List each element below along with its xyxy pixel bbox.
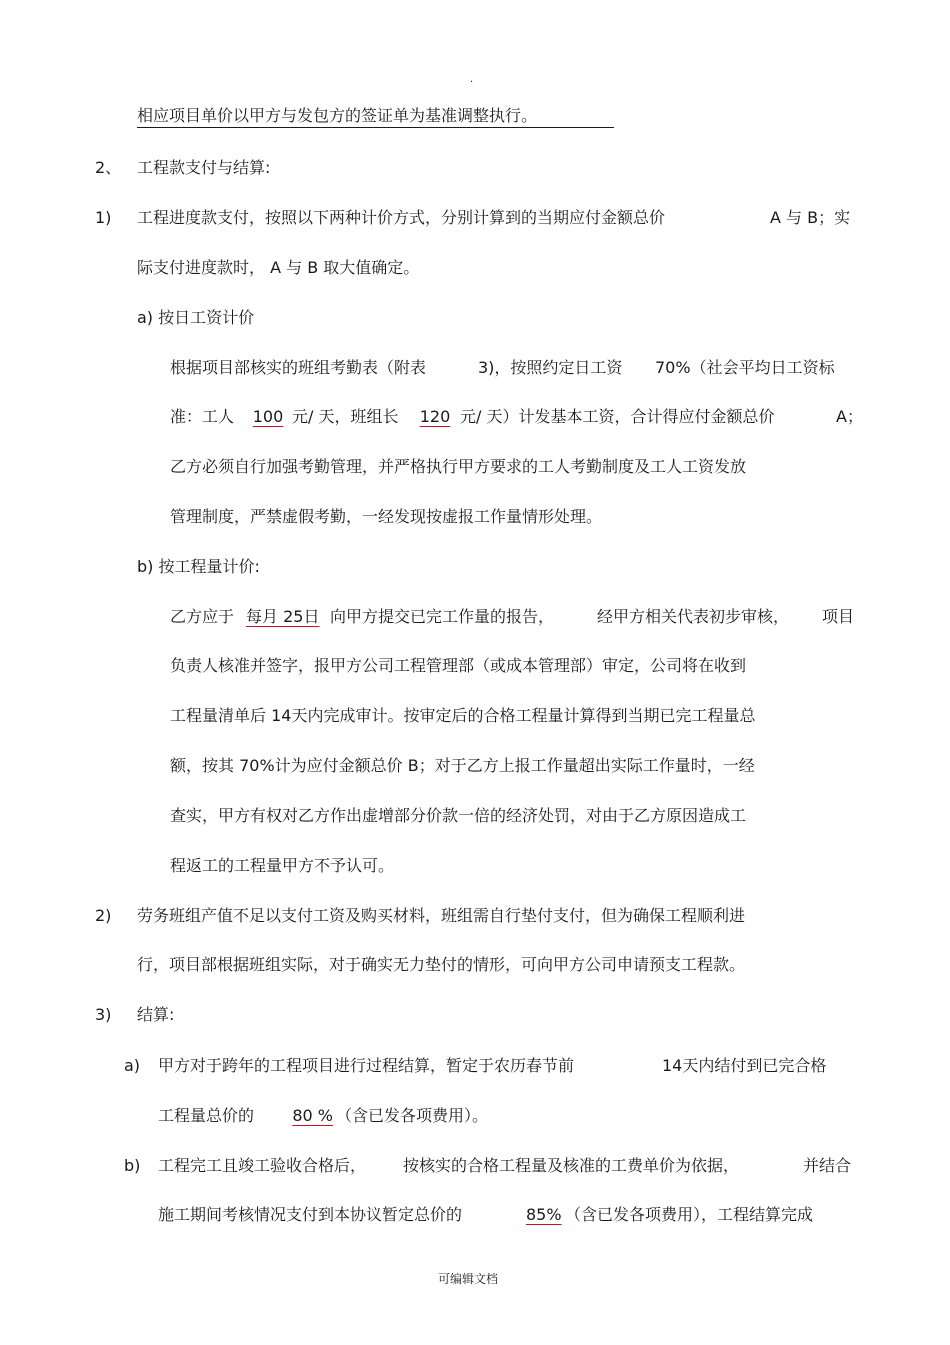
- section-heading: 工程款支付与结算:: [137, 158, 271, 177]
- paragraph-line: 70%（社会平均日工资标: [655, 358, 835, 377]
- paragraph-line: 负责人核准并签字，报甲方公司工程管理部（或成本管理部）审定，公司将在收到: [170, 656, 747, 675]
- paragraph-line: 3)，按照约定日工资: [478, 358, 623, 377]
- paragraph-line: 工程量总价的: [158, 1106, 255, 1125]
- paragraph-line: 行，项目部根据班组实际，对于确实无力垫付的情形，可向甲方公司申请预支工程款。: [137, 955, 746, 974]
- wage-value-leader: 120: [419, 407, 451, 426]
- paragraph-line: 按核实的合格工程量及核准的工费单价为依据，: [403, 1156, 740, 1175]
- paragraph-line: 管理制度，严禁虚假考勤，一经发现按虚报工作量情形处理。: [170, 507, 603, 526]
- sub-heading: 结算:: [137, 1005, 175, 1024]
- paragraph-line: 14天内结付到已完合格: [662, 1056, 827, 1075]
- item-letter: b): [124, 1156, 141, 1175]
- settlement-percent-value: 80 %: [292, 1106, 333, 1125]
- paragraph-line: 际支付进度款时， A 与 B 取大值确定。: [137, 258, 420, 277]
- sub-heading: b) 按工程量计价:: [137, 557, 260, 576]
- item-letter: a): [124, 1056, 141, 1075]
- sub-heading: a) 按日工资计价: [137, 308, 255, 327]
- paragraph-line: 工程完工且竣工验收合格后，: [158, 1156, 367, 1175]
- wage-value-worker: 100: [252, 407, 284, 426]
- paragraph-line: 相应项目单价以甲方与发包方的签证单为基准调整执行。: [137, 106, 538, 125]
- item-number: 3): [95, 1005, 112, 1024]
- paragraph-line: 向甲方提交已完工作量的报告，: [330, 607, 555, 626]
- paragraph-line: 元/ 天）计发基本工资，合计得应付金额总价: [460, 407, 775, 426]
- final-percent-value: 85%: [526, 1205, 562, 1224]
- section-number: 2、: [95, 158, 122, 177]
- paragraph-line: 甲方对于跨年的工程项目进行过程结算，暂定于农历春节前: [158, 1056, 575, 1075]
- page-footer: 可编辑文档: [438, 1272, 499, 1286]
- paragraph-line: A；: [836, 407, 863, 426]
- report-date-value: 每月 25日: [246, 607, 320, 626]
- paragraph-line: 经甲方相关代表初步审核，: [597, 607, 790, 626]
- underline-rule: [137, 127, 614, 128]
- paragraph-line: 工程进度款支付，按照以下两种计价方式，分别计算到的当期应付金额总价: [137, 208, 666, 227]
- paragraph-line: 乙方必须自行加强考勤管理，并严格执行甲方要求的工人考勤制度及工人工资发放: [170, 457, 747, 476]
- item-number: 2): [95, 906, 112, 925]
- paragraph-line: 程返工的工程量甲方不予认可。: [170, 856, 395, 875]
- paragraph-line: A 与 B；实: [770, 208, 851, 227]
- paragraph-line: （含已发各项费用），工程结算完成: [565, 1205, 814, 1224]
- paragraph-line: 项目: [822, 607, 855, 626]
- paragraph-line: 乙方应于: [170, 607, 235, 626]
- paragraph-line: 并结合: [803, 1156, 852, 1175]
- paragraph-line: 准：工人: [170, 407, 235, 426]
- paragraph-line: 元/ 天，班组长: [292, 407, 399, 426]
- paragraph-line: 工程量清单后 14天内完成审计。按审定后的合格工程量计算得到当期已完工程量总: [170, 706, 756, 725]
- paragraph-line: 额，按其 70%计为应付金额总价 B；对于乙方上报工作量超出实际工作量时，一经: [170, 756, 755, 775]
- paragraph-line: 施工期间考核情况支付到本协议暂定总价的: [158, 1205, 463, 1224]
- paragraph-line: （含已发各项费用）。: [336, 1106, 489, 1125]
- paragraph-line: 根据项目部核实的班组考勤表（附表: [170, 358, 427, 377]
- item-number: 1): [95, 208, 112, 227]
- header-dot: .: [470, 74, 474, 85]
- paragraph-line: 查实，甲方有权对乙方作出虚增部分价款一倍的经济处罚，对由于乙方原因造成工: [170, 806, 747, 825]
- paragraph-line: 劳务班组产值不足以支付工资及购买材料，班组需自行垫付支付，但为确保工程顺利进: [137, 906, 746, 925]
